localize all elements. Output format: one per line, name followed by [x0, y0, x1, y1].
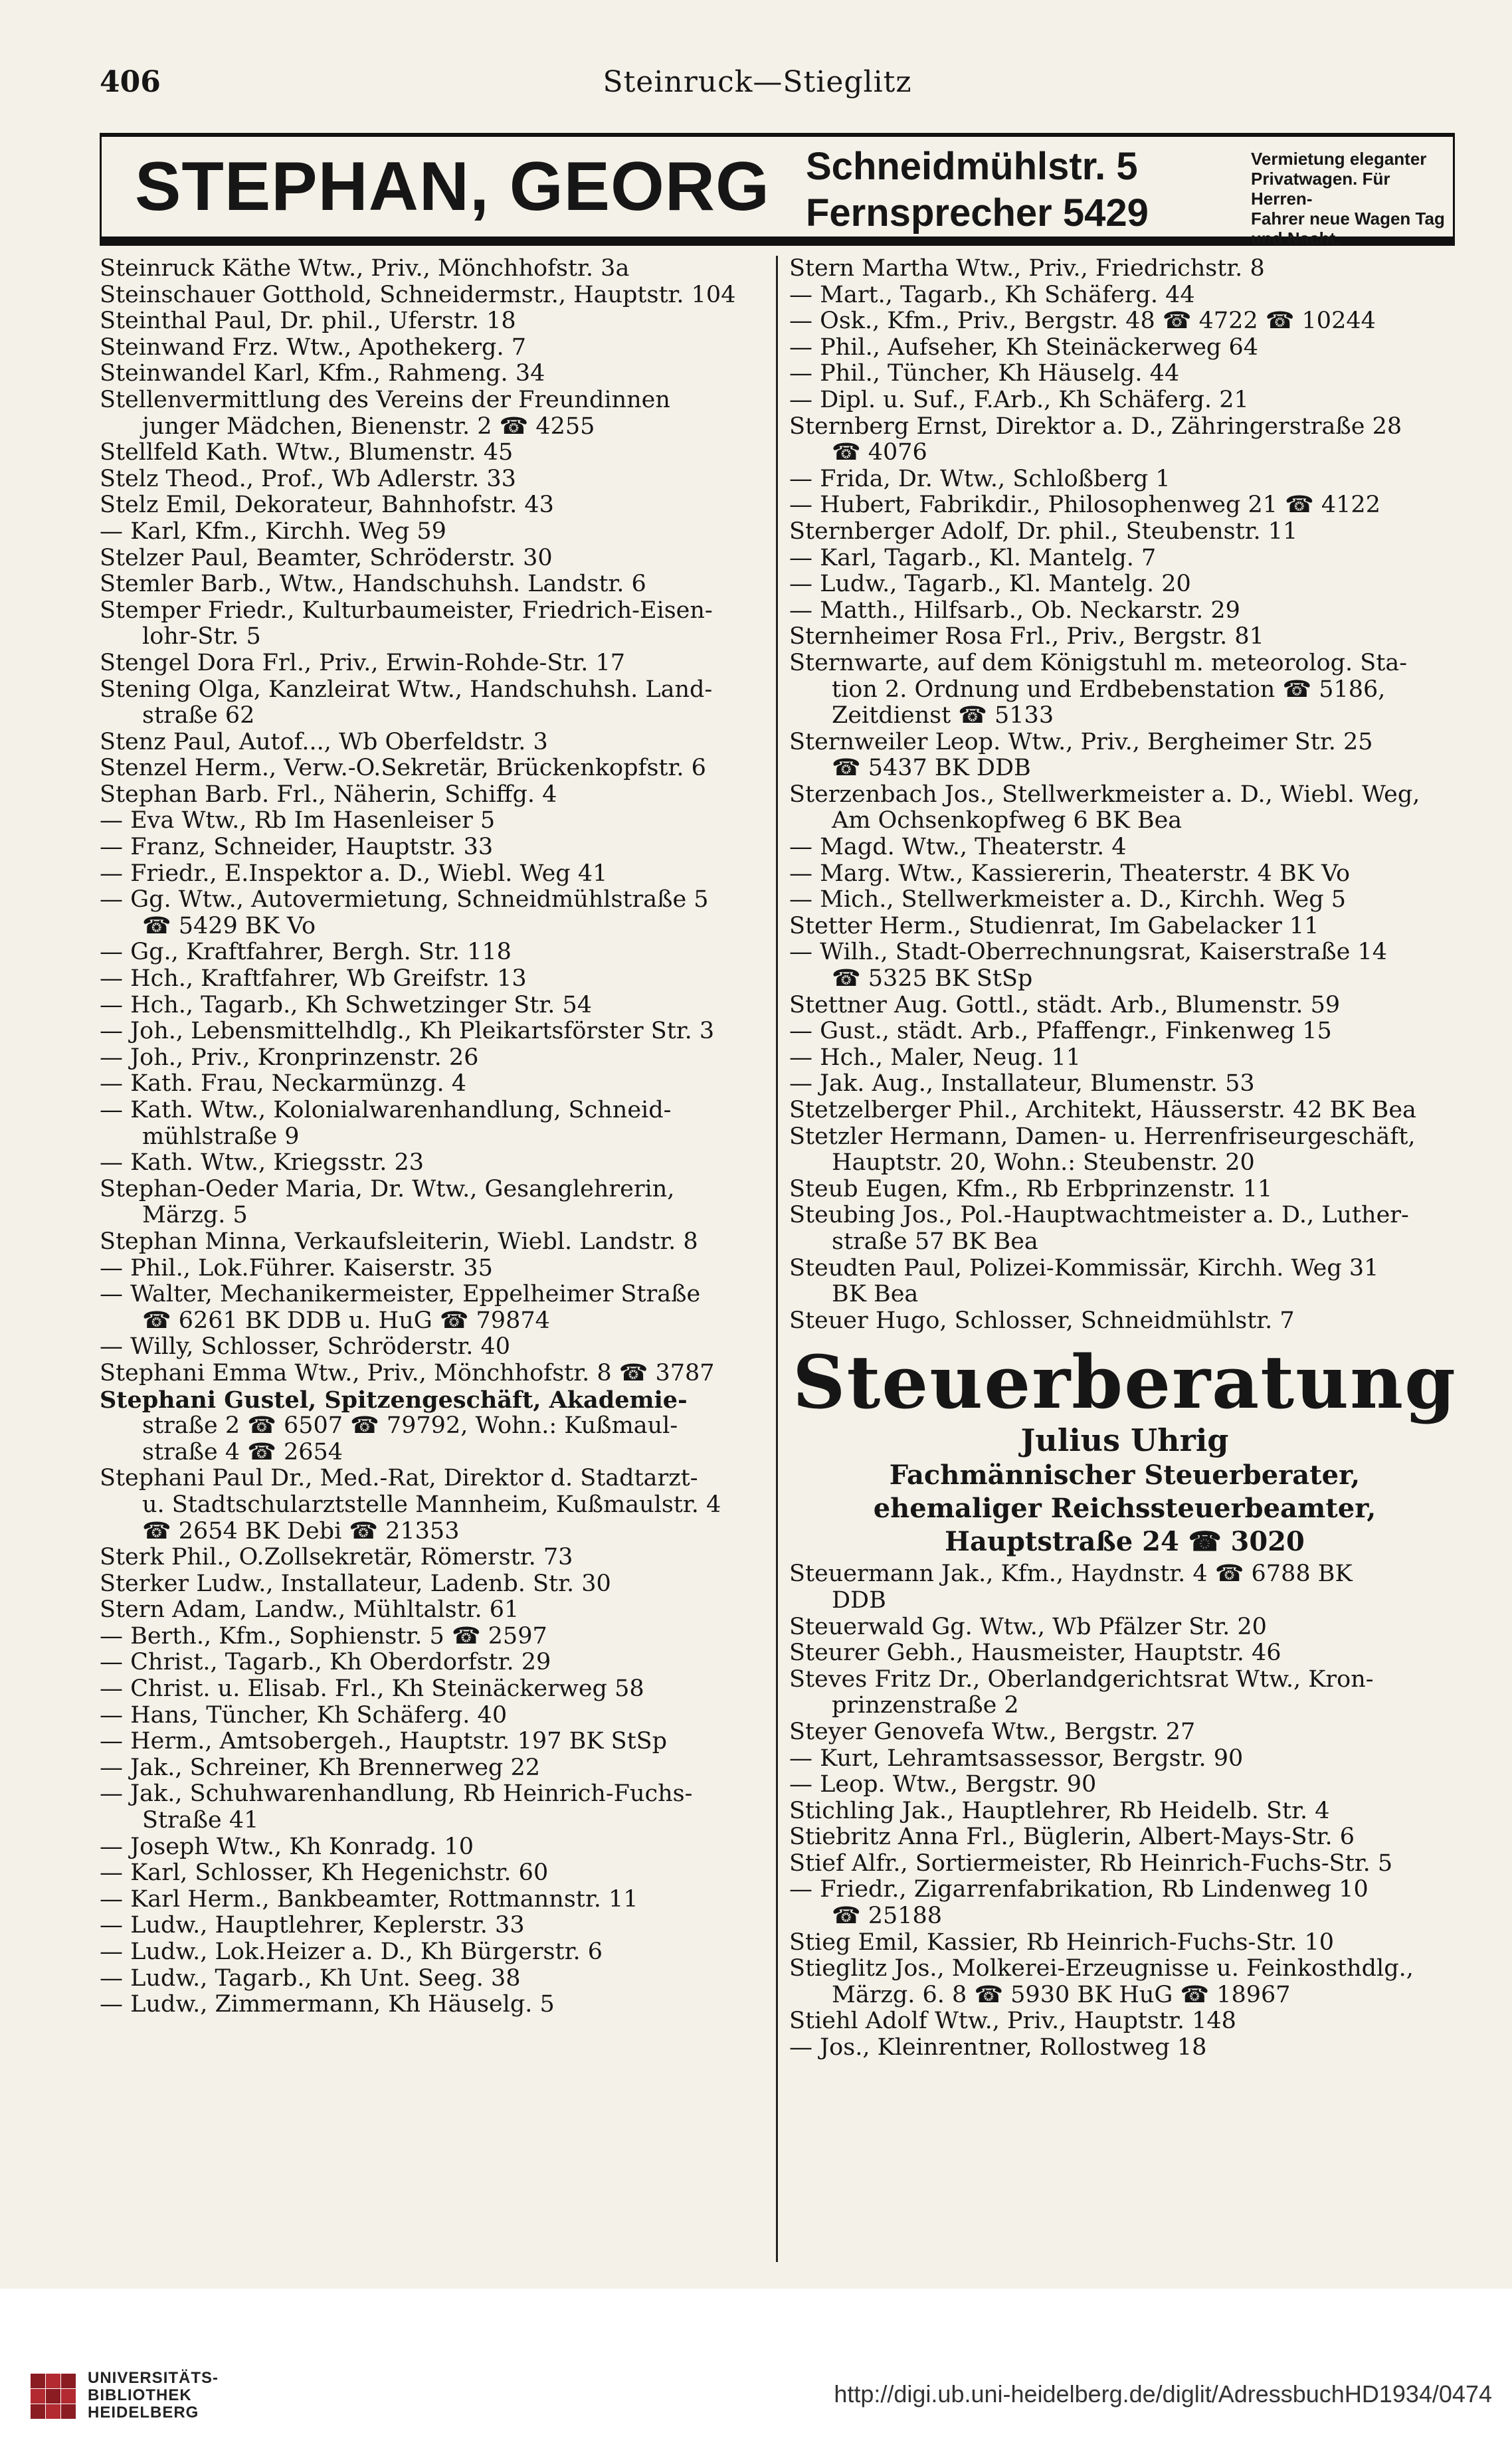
directory-entry: Stern Adam, Landw., Mühltalstr. 61 — [100, 1597, 520, 1624]
ad-name: Julius Uhrig — [1020, 1422, 1229, 1459]
directory-entry: straße 4 ☎ 2654 — [142, 1439, 343, 1466]
library-name — [88, 2370, 219, 2421]
directory-entry: ☎ 6261 BK DDB u. HuG ☎ 79874 — [142, 1307, 550, 1334]
directory-entry: Märzg. 5 — [142, 1202, 248, 1229]
directory-entry: Stening Olga, Kanzleirat Wtw., Handschuhsh. Land- — [100, 676, 713, 703]
right-column-top — [789, 256, 1460, 1334]
directory-entry: lohr-Str. 5 — [142, 624, 261, 650]
ad-heading: Steuerberatung — [793, 1339, 1457, 1426]
directory-entry: mühlstraße 9 — [142, 1123, 300, 1150]
directory-entry: ☎ 5325 BK StSp — [832, 966, 1033, 993]
directory-entry: Steuer Hugo, Schlosser, Schneidmühlstr. 7 — [789, 1307, 1295, 1334]
directory-entry: — Christ., Tagarb., Kh Oberdorfstr. 29 — [100, 1650, 551, 1676]
directory-entry: Stichling Jak., Hauptlehrer, Rb Heidelb. Str. 4 — [789, 1798, 1330, 1824]
ad-line: Fachmännischer Steuerberater, — [889, 1460, 1361, 1491]
directory-entry: Stellenvermittlung des Vereins der Freundinnen — [100, 387, 670, 413]
page-number: 406 — [100, 65, 161, 99]
directory-entry: Stelz Emil, Dekorateur, Bahnhofstr. 43 — [100, 492, 554, 519]
directory-entry: Am Ochsenkopfweg 6 BK Bea — [832, 808, 1182, 834]
directory-entry: — Eva Wtw., Rb Im Hasenleiser 5 — [100, 808, 496, 834]
directory-entry: — Osk., Kfm., Priv., Bergstr. 48 ☎ 4722 ☎ 10244 — [789, 308, 1376, 335]
directory-entry: — Gust., städt. Arb., Pfaffengr., Finkenweg 15 — [789, 1018, 1332, 1045]
directory-entry: Sternberg Ernst, Direktor a. D., Zähringerstraße 28 — [789, 413, 1402, 440]
directory-entry: — Phil., Tüncher, Kh Häuselg. 44 — [789, 361, 1180, 387]
directory-entry: — Berth., Kfm., Sophienstr. 5 ☎ 2597 — [100, 1623, 547, 1650]
directory-entry: straße 2 ☎ 6507 ☎ 79792, Wohn.: Kußmaul- — [142, 1413, 678, 1440]
directory-entry: — Gg. Wtw., Autovermietung, Schneidmühlstraße 5 — [100, 887, 709, 913]
directory-entry: Steub Eugen, Kfm., Rb Erbprinzenstr. 11 — [789, 1176, 1273, 1202]
directory-entry: Stephani Gustel, Spitzengeschäft, Akademie- — [100, 1386, 688, 1414]
directory-entry: Steudten Paul, Polizei-Kommissär, Kirchh. Weg 31 — [789, 1255, 1379, 1281]
directory-entry: Steinwandel Karl, Kfm., Rahmeng. 34 — [100, 361, 545, 387]
right-column — [789, 256, 1460, 2061]
directory-entry: Steinschauer Gotthold, Schneidermstr., Hauptstr. 104 — [100, 282, 736, 308]
directory-entry: — Willy, Schlosser, Schröderstr. 40 — [100, 1334, 511, 1361]
directory-entry: Steinruck Käthe Wtw., Priv., Mönchhofstr. 3a — [100, 256, 630, 282]
directory-entry: Stiebritz Anna Frl., Büglerin, Albert-Mays-Str. 6 — [789, 1824, 1355, 1851]
directory-entry: — Hch., Kraftfahrer, Wb Greifstr. 13 — [100, 966, 527, 993]
directory-entry: Steyer Genovefa Wtw., Bergstr. 27 — [789, 1719, 1196, 1745]
ad-address: Schneidmühlstr. 5 — [806, 145, 1138, 188]
library-name-line: BIBLIOTHEK — [88, 2386, 192, 2404]
directory-entry: Stief Alfr., Sortiermeister, Rb Heinrich-Fuchs-Str. 5 — [789, 1850, 1393, 1877]
directory-entry: — Wilh., Stadt-Oberrechnungsrat, Kaiserstraße 14 — [789, 939, 1388, 966]
directory-entry: ☎ 2654 BK Debi ☎ 21353 — [142, 1518, 460, 1545]
directory-entry: straße 57 BK Bea — [832, 1228, 1038, 1255]
directory-entry: Steves Fritz Dr., Oberlandgerichtsrat Wtw., Kron- — [789, 1666, 1374, 1693]
directory-entry: Zeitdienst ☎ 5133 — [832, 703, 1054, 729]
directory-entry: Stemler Barb., Wtw., Handschuhsh. Landstr. 6 — [100, 571, 646, 598]
directory-entry: — Jak., Schreiner, Kh Brennerweg 22 — [100, 1754, 541, 1781]
directory-entry: Sterk Phil., O.Zollsekretär, Römerstr. 73 — [100, 1545, 573, 1571]
library-name-line: UNIVERSITÄTS- — [88, 2369, 219, 2387]
ad-line: Hauptstraße 24 ☎ 3020 — [945, 1526, 1305, 1558]
directory-entry: — Ludw., Tagarb., Kh Unt. Seeg. 38 — [100, 1965, 521, 1992]
directory-entry: Stephan Barb. Frl., Näherin, Schiffg. 4 — [100, 781, 557, 808]
directory-entry: Stelz Theod., Prof., Wb Adlerstr. 33 — [100, 466, 516, 492]
directory-entry: DDB — [832, 1587, 886, 1614]
directory-entry: BK Bea — [832, 1281, 919, 1308]
directory-entry: — Gg., Kraftfahrer, Bergh. Str. 118 — [100, 939, 512, 966]
directory-entry: Stieg Emil, Kassier, Rb Heinrich-Fuchs-Str. 10 — [789, 1929, 1335, 1956]
directory-entry: Straße 41 — [142, 1808, 259, 1834]
directory-entry: Sternwarte, auf dem Königstuhl m. meteorolog. Sta- — [789, 650, 1408, 676]
directory-entry: ☎ 5429 BK Vo — [142, 913, 316, 939]
running-head: Steinruck—Stieglitz — [603, 65, 912, 99]
directory-entry: — Kath. Wtw., Kriegsstr. 23 — [100, 1150, 425, 1177]
ad-info — [1251, 149, 1450, 248]
directory-entry: Hauptstr. 20, Wohn.: Steubenstr. 20 — [832, 1150, 1255, 1177]
directory-entry: — Kath. Frau, Neckarmünzg. 4 — [100, 1071, 467, 1097]
ad-info-line: Vermietung eleganter — [1251, 149, 1427, 169]
directory-entry: — Joseph Wtw., Kh Konradg. 10 — [100, 1834, 474, 1860]
directory-entry: Stetter Herm., Studienrat, Im Gabelacker 11 — [789, 913, 1319, 939]
directory-entry: Steuerwald Gg. Wtw., Wb Pfälzer Str. 20 — [789, 1614, 1267, 1640]
directory-entry: Stieglitz Jos., Molkerei-Erzeugnisse u. Feinkosthdlg., — [789, 1956, 1414, 1982]
directory-entry: — Friedr., Zigarrenfabrikation, Rb Lindenweg 10 — [789, 1877, 1369, 1903]
directory-entry: Stettner Aug. Gottl., städt. Arb., Blumenstr. 59 — [789, 992, 1341, 1018]
directory-entry: Stenz Paul, Autof..., Wb Oberfeldstr. 3 — [100, 729, 548, 755]
steuerberatung-advertisement — [789, 1339, 1460, 1559]
directory-entry: — Matth., Hilfsarb., Ob. Neckarstr. 29 — [789, 597, 1240, 624]
directory-entry: — Franz, Schneider, Hauptstr. 33 — [100, 834, 494, 861]
directory-entry: — Jak. Aug., Installateur, Blumenstr. 53 — [789, 1071, 1255, 1097]
directory-entry: u. Stadtschularztstelle Mannheim, Kußmaulstr. 4 — [142, 1491, 721, 1518]
ad-info-line: Privatwagen. Für Herren- — [1251, 169, 1390, 209]
directory-entry: Stenzel Herm., Verw.-O.Sekretär, Brückenkopfstr. 6 — [100, 755, 706, 782]
directory-entry: — Hubert, Fabrikdir., Philosophenweg 21 ☎ 4122 — [789, 492, 1380, 519]
directory-entry: — Magd. Wtw., Theaterstr. 4 — [789, 834, 1127, 861]
directory-entry: — Phil., Aufseher, Kh Steinäckerweg 64 — [789, 334, 1258, 361]
directory-entry: — Karl, Kfm., Kirchh. Weg 59 — [100, 518, 446, 545]
directory-entry: — Ludw., Zimmermann, Kh Häuselg. 5 — [100, 1992, 555, 2018]
directory-entry: — Ludw., Hauptlehrer, Keplerstr. 33 — [100, 1913, 525, 1939]
ad-info-line: Fahrer neue Wagen Tag — [1251, 209, 1445, 229]
directory-entry: — Jos., Kleinrentner, Rollostweg 18 — [789, 2035, 1207, 2061]
directory-entry: Sterker Ludw., Installateur, Ladenb. Str. 30 — [100, 1570, 611, 1597]
directory-entry: junger Mädchen, Bienenstr. 2 ☎ 4255 — [142, 413, 595, 440]
directory-entry: Steubing Jos., Pol.-Hauptwachtmeister a. D., Luther- — [789, 1202, 1409, 1229]
directory-entry: Stephan-Oeder Maria, Dr. Wtw., Gesanglehrerin, — [100, 1176, 675, 1202]
directory-entry: — Jak., Schuhwarenhandlung, Rb Heinrich-Fuchs- — [100, 1781, 693, 1808]
library-logo-icon — [31, 2374, 76, 2419]
ad-info-line: und Nacht. — [1251, 229, 1341, 248]
directory-entry: Stephani Emma Wtw., Priv., Mönchhofstr. 8 ☎ 3787 — [100, 1360, 715, 1386]
directory-entry: — Karl, Schlosser, Kh Hegenichstr. 60 — [100, 1860, 549, 1887]
directory-entry: Sterzenbach Jos., Stellwerkmeister a. D., Wiebl. Weg, — [789, 781, 1420, 808]
stephan-advertisement — [100, 133, 1455, 246]
column-divider — [776, 256, 778, 2262]
directory-entry: — Hans, Tüncher, Kh Schäferg. 40 — [100, 1702, 508, 1729]
directory-entry: ☎ 25188 — [832, 1903, 943, 1930]
directory-entry: Stetzelberger Phil., Architekt, Häusserstr. 42 BK Bea — [789, 1097, 1416, 1123]
directory-entry: Sternweiler Leop. Wtw., Priv., Bergheimer Str. 25 — [789, 729, 1373, 755]
directory-entry: Steinthal Paul, Dr. phil., Uferstr. 18 — [100, 308, 516, 335]
library-name-line: HEIDELBERG — [88, 2404, 199, 2421]
directory-entry: — Karl, Tagarb., Kl. Mantelg. 7 — [789, 545, 1157, 571]
directory-entry: Steinwand Frz. Wtw., Apothekerg. 7 — [100, 334, 526, 361]
directory-entry: — Friedr., E.Inspektor a. D., Wiebl. Weg 41 — [100, 860, 608, 887]
directory-entry: Stetzler Hermann, Damen- u. Herrenfriseurgeschäft, — [789, 1123, 1416, 1150]
directory-entry: — Herm., Amtsobergeh., Hauptstr. 197 BK StSp — [100, 1729, 668, 1755]
directory-entry: — Karl Herm., Bankbeamter, Rottmannstr. 11 — [100, 1886, 638, 1913]
directory-entry: Stiehl Adolf Wtw., Priv., Hauptstr. 148 — [789, 2008, 1236, 2035]
directory-entry: Sternheimer Rosa Frl., Priv., Bergstr. 81 — [789, 624, 1264, 650]
directory-entry: — Walter, Mechanikermeister, Eppelheimer Straße — [100, 1281, 701, 1308]
directory-entry: — Mart., Tagarb., Kh Schäferg. 44 — [789, 282, 1195, 308]
directory-entry: — Joh., Priv., Kronprinzenstr. 26 — [100, 1044, 479, 1071]
directory-entry: — Joh., Lebensmittelhdlg., Kh Pleikartsförster Str. 3 — [100, 1018, 715, 1045]
left-column — [100, 256, 771, 2018]
directory-entry: Stellfeld Kath. Wtw., Blumenstr. 45 — [100, 440, 514, 466]
directory-entry: — Dipl. u. Suf., F.Arb., Kh Schäferg. 21 — [789, 387, 1249, 413]
ad-phone: Fernsprecher 5429 — [806, 191, 1149, 235]
directory-entry: — Marg. Wtw., Kassiererin, Theaterstr. 4 BK Vo — [789, 860, 1351, 887]
directory-entry: — Kath. Wtw., Kolonialwarenhandlung, Schneid- — [100, 1097, 672, 1123]
directory-entry: straße 62 — [142, 703, 255, 729]
directory-entry: — Frida, Dr. Wtw., Schloßberg 1 — [789, 466, 1171, 492]
directory-entry: — Ludw., Lok.Heizer a. D., Kh Bürgerstr. 6 — [100, 1939, 603, 1965]
ad-contact — [806, 143, 1149, 237]
directory-entry: ☎ 4076 — [832, 440, 927, 466]
ad-company-name: STEPHAN, GEORG — [135, 148, 770, 225]
directory-entry: Steuermann Jak., Kfm., Haydnstr. 4 ☎ 6788 BK — [789, 1561, 1353, 1588]
directory-entry: ☎ 5437 BK DDB — [832, 755, 1031, 782]
directory-entry: — Hch., Maler, Neug. 11 — [789, 1044, 1081, 1071]
right-column-bottom — [789, 1561, 1460, 2061]
directory-entry: Märzg. 6. 8 ☎ 5930 BK HuG ☎ 18967 — [832, 1982, 1291, 2008]
directory-entry: Steurer Gebh., Hausmeister, Hauptstr. 46 — [789, 1640, 1281, 1667]
directory-entry: — Phil., Lok.Führer. Kaiserstr. 35 — [100, 1255, 493, 1281]
directory-entry: Stelzer Paul, Beamter, Schröderstr. 30 — [100, 545, 553, 571]
ad-line: ehemaliger Reichssteuerbeamter, — [873, 1493, 1376, 1525]
page-header — [100, 65, 1415, 105]
directory-entry: Stemper Friedr., Kulturbaumeister, Friedrich-Eisen- — [100, 597, 713, 624]
footer — [0, 2289, 1512, 2464]
directory-entry: Stengel Dora Frl., Priv., Erwin-Rohde-Str. 17 — [100, 650, 626, 676]
directory-entry: Stephani Paul Dr., Med.-Rat, Direktor d. Stadtarzt- — [100, 1466, 698, 1492]
directory-entry: tion 2. Ordnung und Erdbebenstation ☎ 5186, — [832, 676, 1386, 703]
directory-entry: — Mich., Stellwerkmeister a. D., Kirchh. Weg 5 — [789, 887, 1347, 913]
directory-entry: prinzenstraße 2 — [832, 1693, 1019, 1719]
directory-entry: — Ludw., Tagarb., Kl. Mantelg. 20 — [789, 571, 1191, 598]
directory-entry: Sternberger Adolf, Dr. phil., Steubenstr. 11 — [789, 518, 1298, 545]
source-url[interactable]: http://digi.ub.uni-heidelberg.de/diglit/AdressbuchHD1934/0474 — [834, 2380, 1492, 2408]
directory-entry: — Hch., Tagarb., Kh Schwetzinger Str. 54 — [100, 992, 592, 1018]
directory-entry: — Leop. Wtw., Bergstr. 90 — [789, 1772, 1097, 1798]
directory-entry: Stern Martha Wtw., Priv., Friedrichstr. 8 — [789, 256, 1265, 282]
directory-entry: Stephan Minna, Verkaufsleiterin, Wiebl. Landstr. 8 — [100, 1228, 698, 1255]
directory-entry: — Kurt, Lehramtsassessor, Bergstr. 90 — [789, 1745, 1244, 1772]
directory-entry: — Christ. u. Elisab. Frl., Kh Steinäckerweg 58 — [100, 1676, 644, 1703]
